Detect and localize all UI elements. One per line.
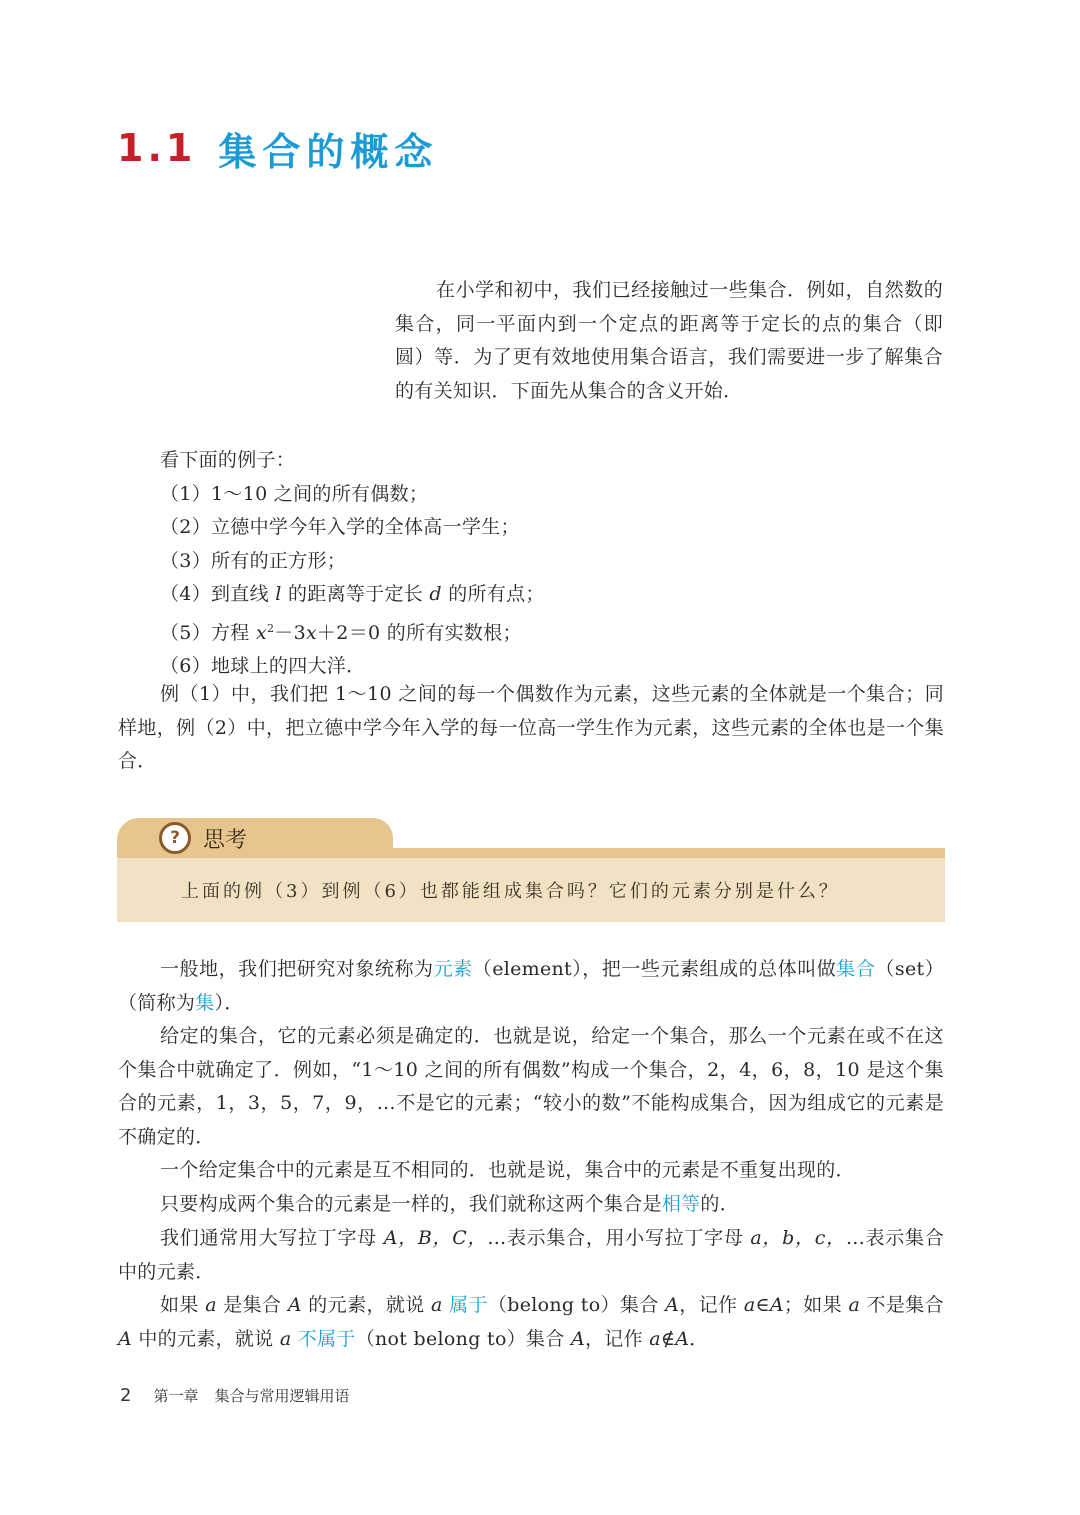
term-element: 元素 <box>433 958 473 980</box>
term-set: 集合 <box>836 958 876 980</box>
explain-paragraph: 例（1）中，我们把 1～10 之间的每一个偶数作为元素，这些元素的全体就是一个集合；同样地，例（2）中，把立德中学今年入学的每一位高一学生作为元素，这些元素的全体也是一个集合． <box>118 683 944 772</box>
think-box <box>117 818 945 922</box>
question-mark-icon: ? <box>159 822 191 854</box>
list-item: （2）立德中学今年入学的全体高一学生； <box>160 516 520 538</box>
think-box-body <box>117 858 945 922</box>
chapter-title: 集合与常用逻辑用语 <box>214 1387 350 1405</box>
section-title: 集合的概念 <box>218 129 439 174</box>
term-set-short: 集 <box>195 991 215 1014</box>
section-number: 1.1 <box>117 126 197 170</box>
list-item: （6）地球上的四大洋． <box>160 655 366 677</box>
page-footer <box>120 1385 349 1406</box>
determinacy-paragraph: 给定的集合，它的元素必须是确定的．也就是说，给定一个集合，那么一个元素在或不在这个集合中就确定了．例如，“1～10 之间的所有偶数”构成一个集合，2，4，6，8，10 是这个集合的元素，1，3，5，7，9，…不是它的元素；“较小的数”不能构成集合，因为组成它的元素是不确定的． <box>118 1025 944 1148</box>
page-title <box>117 118 438 178</box>
term-equal: 相等 <box>661 1193 701 1215</box>
think-box-label: 思考 <box>203 827 248 853</box>
page-number: 2 <box>120 1385 132 1406</box>
term-not-belong: 不属于 <box>291 1327 356 1350</box>
definition-paragraph: 一般地，我们把研究对象统称为元素（element），把一些元素组成的总体叫做集合（set）（简称为集）． <box>118 958 944 1014</box>
think-question: 上面的例（3）到例（6）也都能组成集合吗？它们的元素分别是什么？ <box>181 881 840 902</box>
distinctness-paragraph: 一个给定集合中的元素是互不相同的．也就是说，集合中的元素是不重复出现的． <box>160 1159 855 1181</box>
intro-paragraph: 在小学和初中，我们已经接触过一些集合．例如，自然数的集合，同一平面内到一个定点的距离等于定长的点的集合（即圆）等．为了更有效地使用集合语言，我们需要进一步了解集合的有关知识．下面先从集合的含义开始． <box>395 279 943 402</box>
list-item: （5）方程 $x^2-3x+2=0$ 的所有实数根； <box>160 621 522 644</box>
examples-list <box>160 444 940 684</box>
membership-paragraph: 如果 a 是集合 A 的元素，就说 a 属于（belong to）集合 A，记作 a∈A；如果 a 不是集合 A 中的元素，就说 a 不属于（not belong to）集合 A，记作 a∉A． <box>118 1294 944 1350</box>
equality-paragraph: 只要构成两个集合的元素是一样的，我们就称这两个集合是相等的． <box>160 1193 740 1215</box>
think-box-tab <box>117 818 393 858</box>
list-item: （1）1～10 之间的所有偶数； <box>160 482 429 505</box>
notation-paragraph: 我们通常用大写拉丁字母 A，B，C，…表示集合，用小写拉丁字母 a，b，c，…表示集合中的元素． <box>118 1227 944 1283</box>
list-item: （4）到直线 l 的距离等于定长 d 的所有点； <box>160 583 545 605</box>
term-belong: 属于 <box>442 1294 488 1316</box>
list-item: （3）所有的正方形； <box>160 549 347 572</box>
chapter-label: 第一章 <box>153 1387 199 1405</box>
examples-lead: 看下面的例子： <box>160 449 296 471</box>
